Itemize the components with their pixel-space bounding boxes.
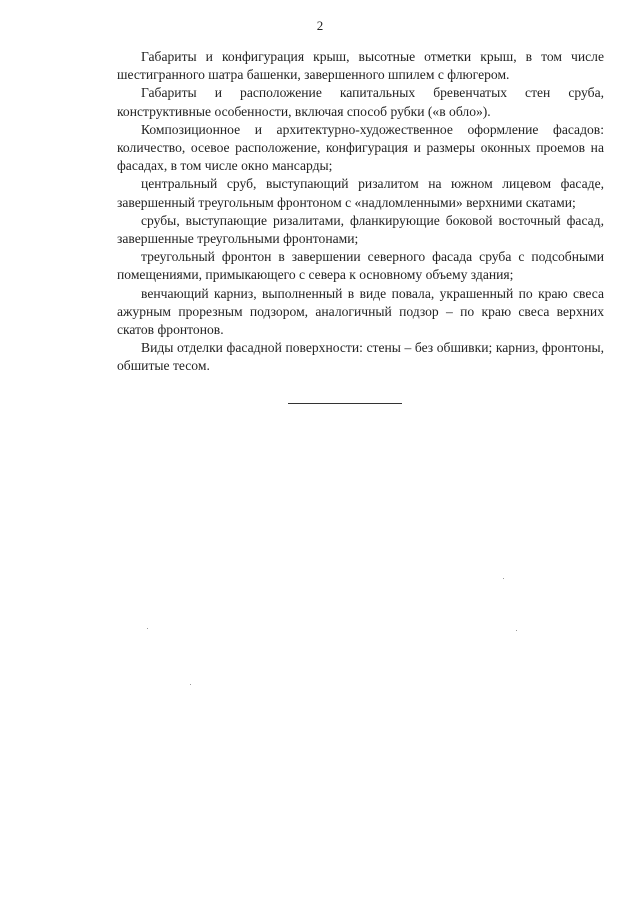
paragraph-roof-dimensions: Габариты и конфигурация крыш, высотные отметки крыш, в том числе шестигранного шатра башенки, завершенного шпилем с флюгером. bbox=[117, 49, 604, 83]
scan-speck bbox=[147, 628, 148, 629]
paragraph-north-pediment: треугольный фронтон в завершении северного фасада сруба с подсобными помещениями, примыкающего с севера к основному объему здания; bbox=[117, 249, 604, 283]
end-of-text-separator bbox=[288, 403, 402, 404]
page-number: 2 bbox=[316, 18, 324, 33]
paragraph-facade-finish: Виды отделки фасадной поверхности: стены – без обшивки; карниз, фронтоны, обшитые тесом. bbox=[117, 340, 604, 374]
scan-speck bbox=[516, 630, 517, 631]
paragraph-flanking-log-houses: срубы, выступающие ризалитами, фланкирующие боковой восточный фасад, завершенные треугольными фронтонами; bbox=[117, 212, 604, 247]
document-body bbox=[117, 48, 604, 376]
paragraph-facade-design: Композиционное и архитектурно-художественное оформление фасадов: количество, осевое расположение, конфигурация и размеры оконных проемов на фасадах, в том числе окно мансарды; bbox=[117, 121, 604, 174]
paragraph-crowning-cornice: венчающий карниз, выполненный в виде повала, украшенный по краю свеса ажурным прорезным подзором, аналогичный подзор – по краю свеса верхних скатов фронтонов. bbox=[117, 285, 604, 338]
scan-speck bbox=[503, 578, 504, 579]
paragraph-log-walls: Габариты и расположение капитальных бревенчатых стен сруба, конструктивные особенности, включая способ рубки («в обло»). bbox=[117, 85, 604, 119]
scan-speck bbox=[190, 684, 191, 685]
paragraph-central-log-house: центральный сруб, выступающий ризалитом на южном лицевом фасаде, завершенный треугольным фронтоном с «надломленными» верхними скатами; bbox=[117, 176, 604, 210]
